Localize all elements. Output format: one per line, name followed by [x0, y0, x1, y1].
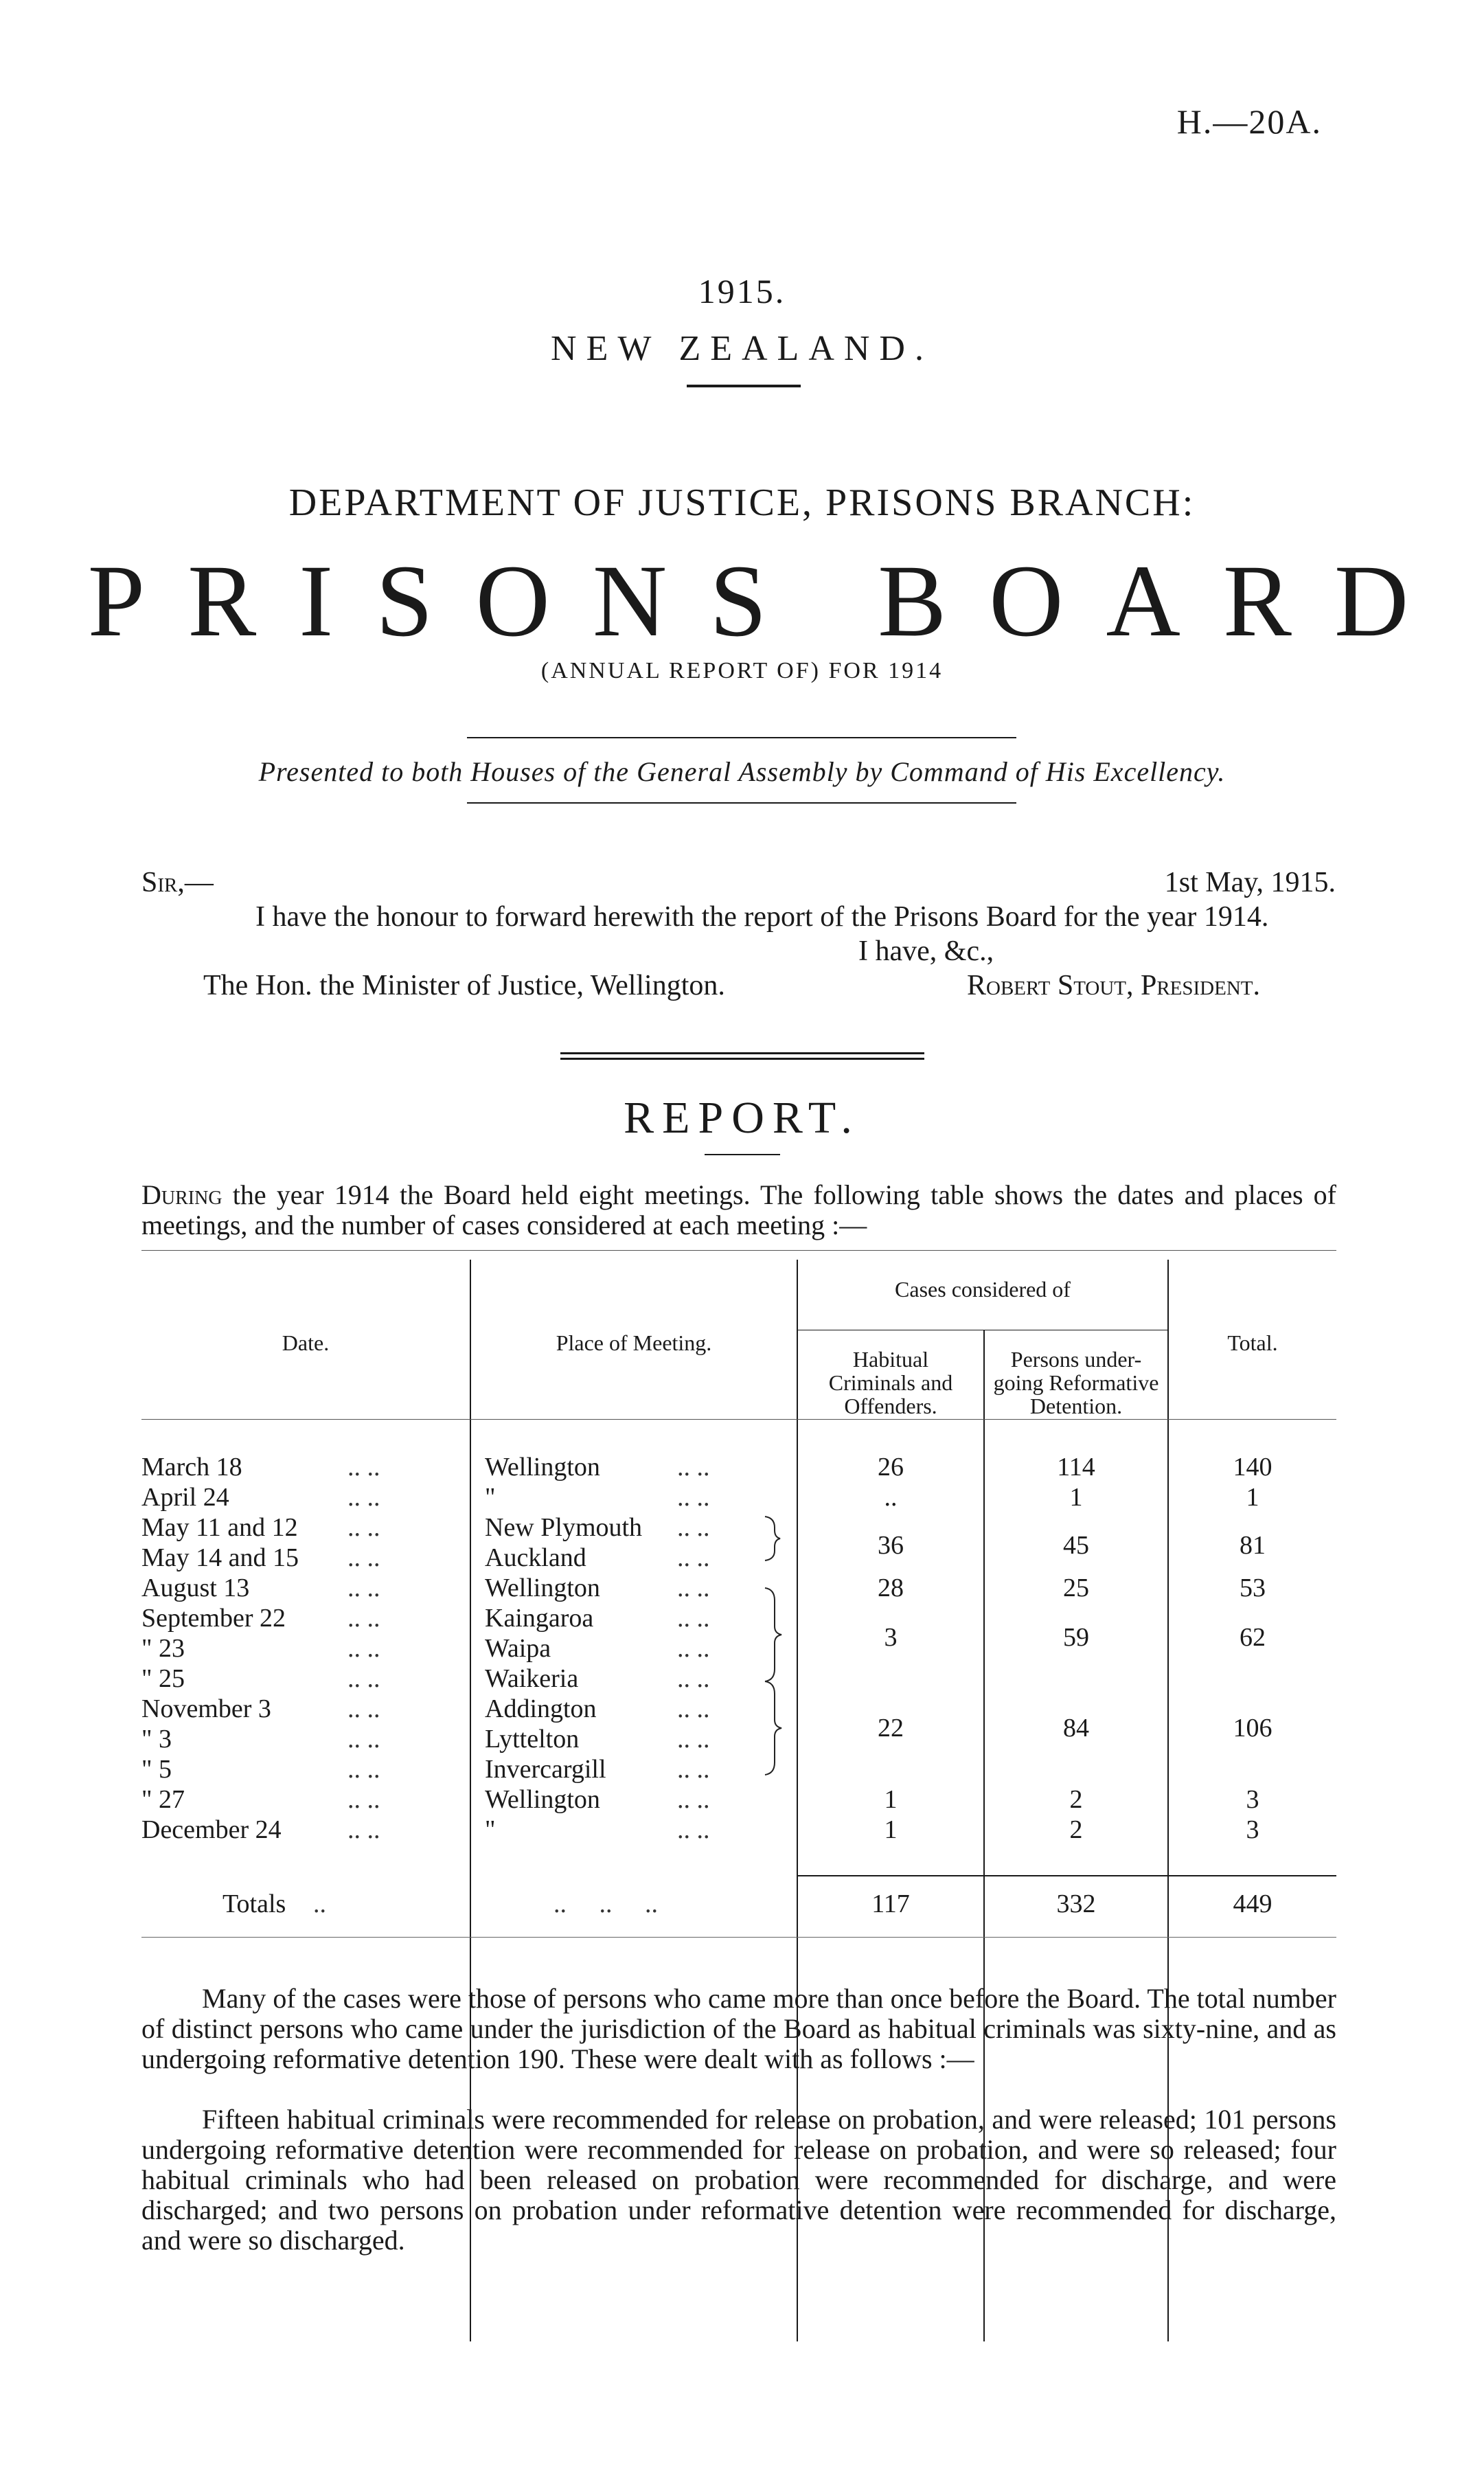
divider	[467, 802, 1016, 804]
department-heading: DEPARTMENT OF JUSTICE, PRISONS BRANCH:	[288, 481, 1196, 524]
leader-dots: .. ..	[677, 1483, 710, 1512]
row-date: April 24	[141, 1483, 229, 1512]
row-date: November 3	[141, 1694, 271, 1723]
header-habitual-line: Habitual	[852, 1347, 929, 1372]
group-reformative: 45	[1063, 1531, 1089, 1560]
row-place: Wellington	[485, 1785, 600, 1814]
leader-dots: .. ..	[677, 1815, 710, 1844]
totals-habitual: 117	[871, 1889, 910, 1918]
leader-dots: .. ..	[347, 1483, 380, 1512]
letter-salutation: Sir,—	[141, 867, 214, 898]
totals-reformative: 332	[1056, 1889, 1096, 1918]
brace-november	[765, 1681, 781, 1775]
report-heading: REPORT.	[624, 1093, 860, 1143]
intro-lead: During	[141, 1179, 222, 1210]
leader-dots: .. ..	[677, 1725, 710, 1754]
row-place: Kaingaroa	[485, 1604, 594, 1633]
report-paragraph: Many of the cases were those of persons who came more than once before the Board. The total number of distinct persons who came under the jurisdiction of the Board as habitual criminals was sixty-nine, and as undergoing reformative detention 190. These were dealt with as follows :—	[141, 1983, 1336, 2074]
letter-body: I have the honour to forward herewith the report of the Prisons Board for the year 1914.	[255, 901, 1269, 933]
row-date: September 22	[141, 1604, 286, 1633]
row-place: Addington	[485, 1694, 597, 1723]
row-place: Auckland	[485, 1543, 586, 1572]
row-total: 3	[1246, 1785, 1259, 1814]
group-habitual: 36	[878, 1531, 904, 1560]
row-date: " 25	[141, 1664, 185, 1693]
row-reformative: 1	[1069, 1483, 1083, 1512]
row-total: 53	[1240, 1574, 1266, 1602]
letter-signatory: Robert Stout, President.	[967, 970, 1260, 1001]
leader-dots: .. ..	[347, 1755, 380, 1784]
group-total: 106	[1233, 1714, 1272, 1743]
totals-total: 449	[1233, 1889, 1272, 1918]
leader-dots: ..	[313, 1889, 326, 1918]
header-habitual-line: Offenders.	[844, 1394, 937, 1418]
leader-dots: .. ..	[347, 1785, 380, 1814]
row-date: May 14 and 15	[141, 1543, 299, 1572]
short-divider	[687, 385, 801, 387]
row-date: " 3	[141, 1725, 172, 1754]
row-habitual: 28	[878, 1574, 904, 1602]
report-paragraph: Fifteen habitual criminals were recommended for release on probation, and were released; 101 persons undergoing reformative detention were recommended for release on probation, and were so released; four habitual criminals who had been released on probation were recommended for discharge, and were discharged; and two persons on probation under reformative detention were recommended for discharge, and were so discharged.	[141, 2104, 1336, 2256]
leader-dots: .. ..	[347, 1513, 380, 1542]
letter-addressee: The Hon. the Minister of Justice, Wellington.	[203, 970, 725, 1001]
header-reformative	[985, 1348, 1167, 1418]
double-rule-top	[560, 1052, 924, 1054]
letter-closing: I have, &c.,	[858, 935, 994, 967]
row-reformative: 25	[1063, 1574, 1089, 1602]
row-date: " 5	[141, 1755, 172, 1784]
row-reformative: 2	[1069, 1815, 1083, 1844]
header-place: Place of Meeting.	[556, 1330, 712, 1355]
row-reformative: 114	[1057, 1453, 1095, 1482]
table-bottom-rule	[141, 1937, 1336, 1938]
brace-group	[760, 1511, 787, 1923]
leader-dots: .. ..	[347, 1453, 380, 1482]
row-habitual: 1	[884, 1815, 898, 1844]
leader-dots: .. ..	[677, 1664, 710, 1693]
leader-dots: .. ..	[347, 1634, 380, 1663]
header-rule	[141, 1419, 1336, 1420]
header-reformative-line: Detention.	[1029, 1394, 1123, 1418]
leader-dots: .. ..	[347, 1815, 380, 1844]
group-total: 62	[1240, 1623, 1266, 1652]
leader-dots: .. ..	[677, 1604, 710, 1633]
header-date: Date.	[282, 1330, 330, 1355]
row-date: May 11 and 12	[141, 1513, 298, 1542]
leader-dots: .. ..	[677, 1543, 710, 1572]
row-place: Wellington	[485, 1453, 600, 1482]
header-habitual	[798, 1348, 983, 1418]
row-date: August 13	[141, 1574, 250, 1602]
double-rule-bottom	[560, 1058, 924, 1060]
leader-dots: .. ..	[677, 1785, 710, 1814]
group-reformative: 59	[1063, 1623, 1089, 1652]
row-place: Invercargill	[485, 1755, 606, 1784]
brace-may	[765, 1517, 780, 1561]
document-reference: H.—20A.	[1176, 102, 1322, 141]
header-reformative-line: going Reformative	[993, 1370, 1159, 1395]
leader-dots: .. ..	[347, 1574, 380, 1602]
leader-dots: .. ..	[347, 1725, 380, 1754]
table-top-rule	[141, 1250, 1336, 1251]
header-total: Total.	[1227, 1330, 1278, 1355]
leader-dots: .. ..	[677, 1513, 710, 1542]
intro-text: the year 1914 the Board held eight meetings. The following table shows the dates and places of meetings, and the number of cases considered at each meeting :—	[141, 1179, 1337, 1240]
leader-dots: .. ..	[677, 1453, 710, 1482]
country-heading: NEW ZEALAND.	[551, 329, 933, 368]
document-title: PRISONS BOARD	[87, 544, 1452, 658]
row-total: 1	[1246, 1483, 1259, 1512]
row-place: Waipa	[485, 1634, 551, 1663]
leader-dots: .. ..	[677, 1755, 710, 1784]
row-date: December 24	[141, 1815, 282, 1844]
row-total: 140	[1233, 1453, 1272, 1482]
header-cases-group: Cases considered of	[895, 1277, 1071, 1302]
header-reformative-line: Persons under-	[1010, 1347, 1142, 1372]
leader-dots: .. ..	[347, 1543, 380, 1572]
row-habitual: 1	[884, 1785, 898, 1814]
row-habitual: 26	[878, 1453, 904, 1482]
totals-label: Totals	[222, 1889, 286, 1918]
short-divider	[705, 1154, 780, 1155]
leader-dots: .. ..	[677, 1574, 710, 1602]
row-date: " 23	[141, 1634, 185, 1663]
divider	[467, 737, 1016, 738]
group-habitual: 3	[884, 1623, 898, 1652]
letter-date: 1st May, 1915.	[1164, 867, 1336, 898]
leader-dots: .. ..	[347, 1694, 380, 1723]
report-year: 1915.	[698, 272, 786, 310]
row-place: Wellington	[485, 1574, 600, 1602]
presentation-note: Presented to both Houses of the General Assembly by Command of His Excellency.	[258, 756, 1226, 787]
row-place: "	[485, 1815, 496, 1844]
leader-dots: .. ..	[347, 1604, 380, 1633]
group-habitual: 22	[878, 1714, 904, 1743]
header-habitual-line: Criminals and	[828, 1370, 953, 1395]
row-date: " 27	[141, 1785, 185, 1814]
leader-dots: .. ..	[677, 1634, 710, 1663]
report-intro	[141, 1180, 1336, 1240]
brace-september	[765, 1588, 781, 1681]
leader-dots: .. ..	[677, 1694, 710, 1723]
row-date: March 18	[141, 1453, 242, 1482]
row-place: Waikeria	[485, 1664, 579, 1693]
row-habitual: ..	[884, 1483, 898, 1512]
totals-rule	[798, 1875, 1336, 1876]
row-place: Lyttelton	[485, 1725, 580, 1754]
row-reformative: 2	[1069, 1785, 1083, 1814]
row-total: 3	[1246, 1815, 1259, 1844]
leader-dots: .. .. ..	[553, 1889, 658, 1918]
row-place: "	[485, 1483, 496, 1512]
group-total: 81	[1240, 1531, 1266, 1560]
leader-dots: .. ..	[347, 1664, 380, 1693]
document-subtitle: (ANNUAL REPORT OF) FOR 1914	[540, 658, 944, 683]
row-place: New Plymouth	[485, 1513, 643, 1542]
group-reformative: 84	[1063, 1714, 1089, 1743]
